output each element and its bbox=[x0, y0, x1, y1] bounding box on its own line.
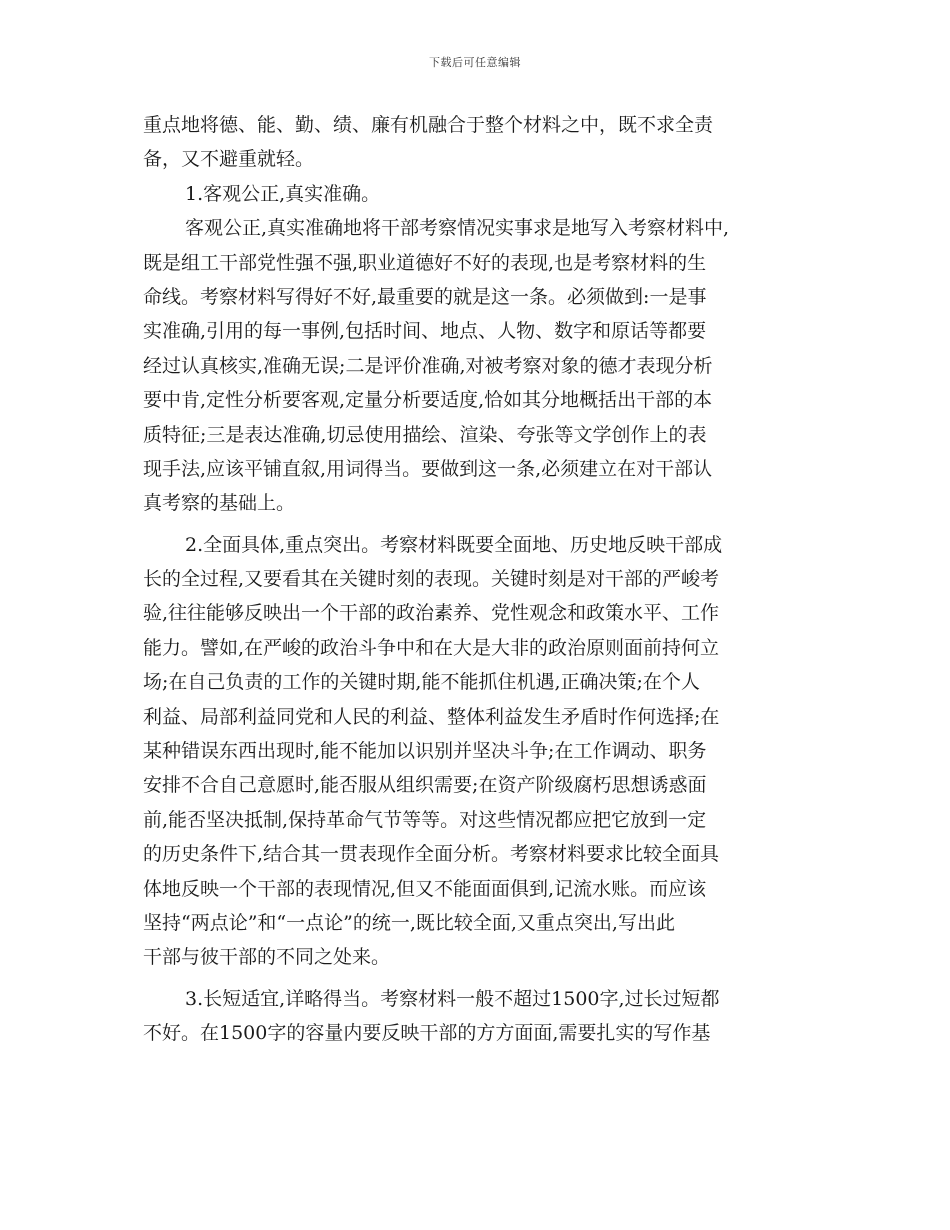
text-line: 真考察的基础上。 bbox=[143, 492, 296, 515]
text-line: 安排不合自己意愿时,能否服从组织需要;在资产阶级腐朽思想诱惑面 bbox=[143, 774, 707, 797]
section-heading: 1.客观公正,真实准确。 bbox=[185, 182, 381, 205]
text-line: 验,往往能够反映出一个干部的政治素养、党性观念和政策水平、工作 bbox=[143, 602, 720, 625]
text-line: 坚持“两点论”和“一点论”的统一,既比较全面,又重点突出,写出此 bbox=[143, 911, 675, 934]
page-header: 下载后可任意编辑 bbox=[429, 56, 521, 69]
text-line: 重点地将德、能、勤、绩、廉有机融合于整个材料之中，既不求全责 bbox=[143, 114, 714, 136]
text-line: 能力。譬如,在严峻的政治斗争中和在大是大非的政治原则面前持何立 bbox=[143, 636, 720, 659]
text-line: 利益、局部利益同党和人民的利益、整体利益发生矛盾时作何选择;在 bbox=[143, 705, 720, 728]
text-line: 经过认真核实,准确无误;二是评价准确,对被考察对象的德才表现分析 bbox=[143, 354, 713, 377]
text-line: 干部与彼干部的不同之处来。 bbox=[143, 946, 391, 969]
text-line: 要中肯,定性分析要客观,定量分析要适度,恰如其分地概括出干部的本 bbox=[143, 389, 713, 412]
text-line: 的历史条件下,结合其一贯表现作全面分析。考察材料要求比较全面具 bbox=[143, 843, 720, 866]
text-line: 场;在自己负责的工作的关键时期,能不能抓住机遇,正确决策;在个人 bbox=[143, 671, 700, 694]
text-line: 不好。在1500字的容量内要反映干部的方方面面,需要扎实的写作基 bbox=[143, 1022, 711, 1045]
text-line: 长的全过程,又要看其在关键时刻的表现。关键时刻是对干部的严峻考 bbox=[143, 568, 720, 591]
text-line: 实准确,引用的每一事例,包括时间、地点、人物、数字和原话等都要 bbox=[143, 320, 707, 343]
text-line: 前,能否坚决抵制,保持革命气节等等。对这些情况都应把它放到一定 bbox=[143, 808, 707, 831]
text-line: 备，又不避重就轻。 bbox=[143, 148, 315, 171]
text-line: 体地反映一个干部的表现情况,但又不能面面俱到,记流水账。而应该 bbox=[143, 877, 707, 900]
text-line: 既是组工干部党性强不强,职业道德好不好的表现,也是考察材料的生 bbox=[143, 251, 707, 274]
document-body bbox=[143, 108, 803, 1051]
text-line: 客观公正,真实准确地将干部考察情况实事求是地写入考察材料中, bbox=[185, 217, 730, 240]
text-line: 命线。考察材料写得好不好,最重要的就是这一条。必须做到:一是事 bbox=[143, 285, 707, 308]
section-heading: 2.全面具体,重点突出。考察材料既要全面地、历史地反映干部成 bbox=[185, 533, 723, 556]
text-line: 某种错误东西出现时,能不能加以识别并坚决斗争;在工作调动、职务 bbox=[143, 740, 707, 763]
text-line: 现手法,应该平铺直叙,用词得当。要做到这一条,必须建立在对干部认 bbox=[143, 457, 713, 480]
section-heading: 3.长短适宜,详略得当。考察材料一般不超过1500字,过长过短都 bbox=[185, 987, 720, 1010]
text-line: 质特征;三是表达准确,切忌使用描绘、渲染、夸张等文学创作上的表 bbox=[143, 423, 707, 446]
